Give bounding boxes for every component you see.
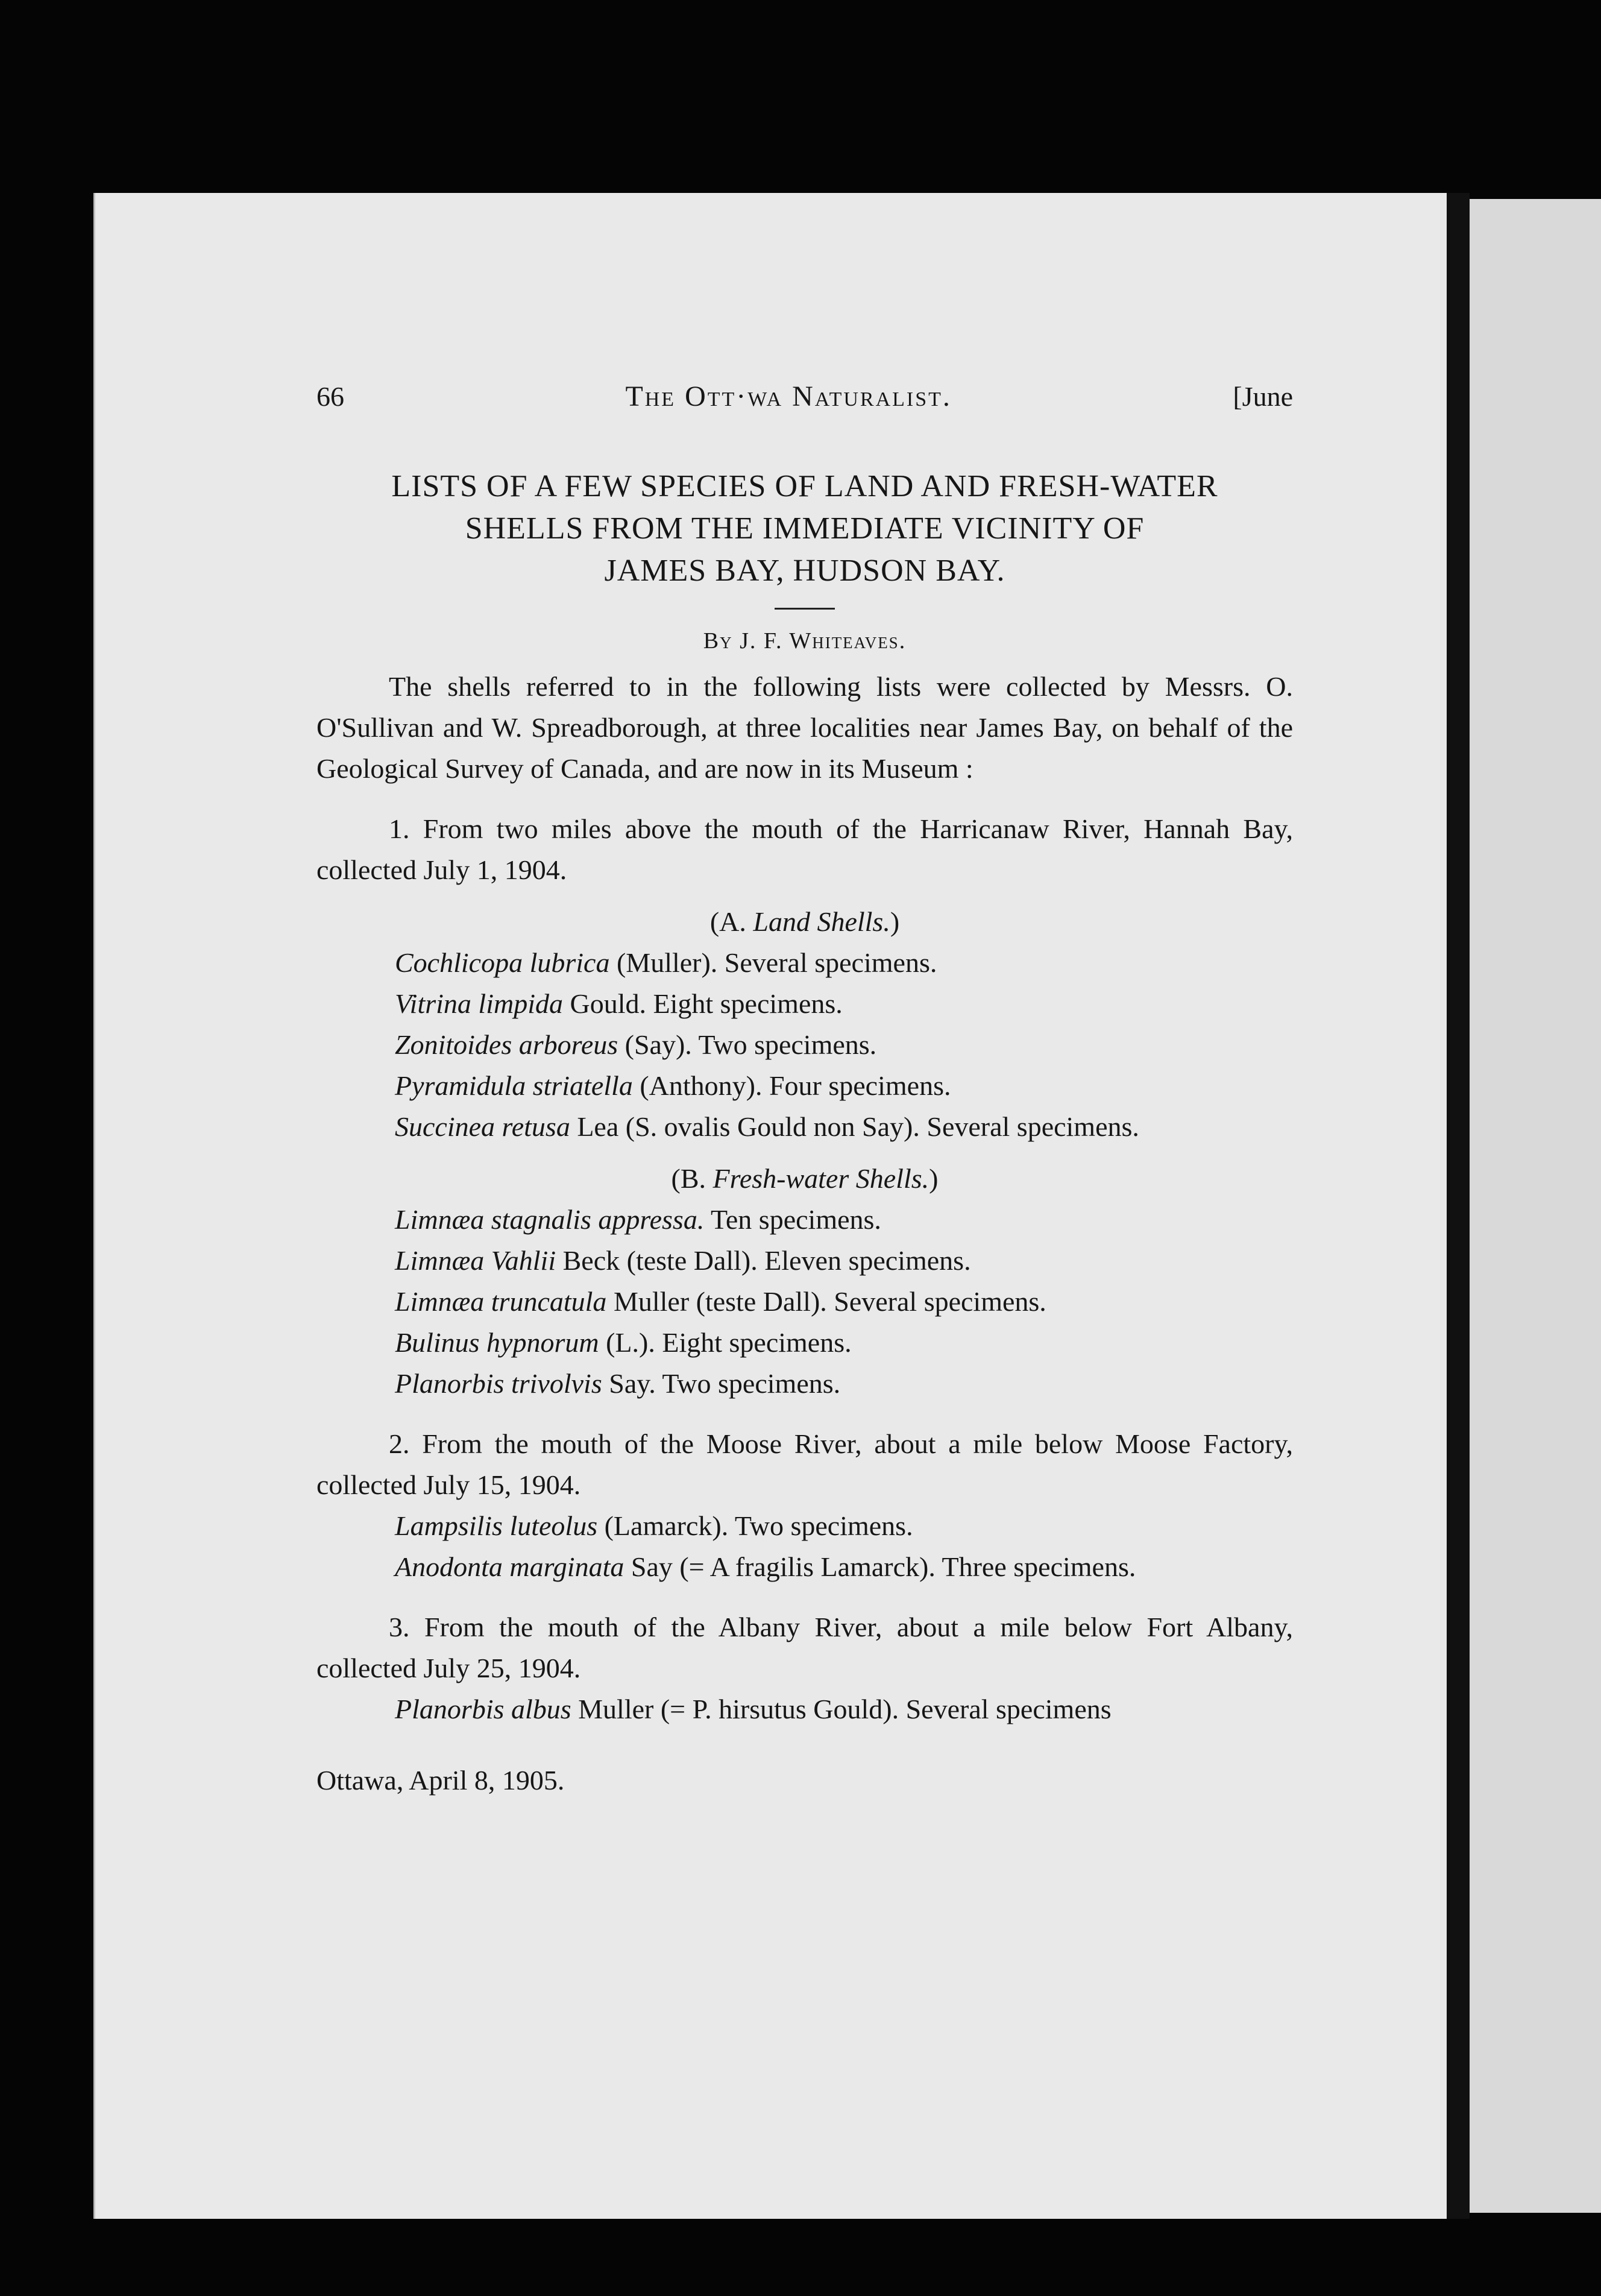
species-entry: Limnæa truncatula Muller (teste Dall). Several specimens. — [395, 1286, 1046, 1317]
article-title — [316, 465, 1293, 592]
species-entry: Cochlicopa lubrica (Muller). Several specimens. — [395, 947, 937, 978]
species-entry: Planorbis albus Muller (= P. hirsutus Gould). Several specimens — [395, 1694, 1112, 1724]
species-entry: Vitrina limpida Gould. Eight specimens. — [395, 988, 843, 1019]
species-name: Lampsilis luteolus — [395, 1510, 598, 1541]
section-heading: 3. From the mouth of the Albany River, about a mile below Fort Albany, collected July 25, 1904. — [316, 1612, 1293, 1683]
title-rule — [775, 608, 835, 610]
species-entry: Succinea retusa Lea (S. ovalis Gould non Say). Several specimens. — [395, 1111, 1139, 1142]
intro-paragraph: The shells referred to in the following lists were collected by Messrs. O. O'Sullivan and W. Spreadborough, at three localities near James Bay, on behalf of the Geological Survey of Canada, and are now in its Museum : — [316, 671, 1293, 784]
species-name: Anodonta marginata — [395, 1551, 624, 1582]
species-entry: Zonitoides arboreus (Say). Two specimens. — [395, 1029, 877, 1060]
running-head — [316, 380, 1293, 428]
species-name: Pyramidula striatella — [395, 1070, 633, 1101]
species-entry: Pyramidula striatella (Anthony). Four specimens. — [395, 1070, 951, 1101]
group-subhead: (B. Fresh-water Shells.) — [671, 1163, 939, 1194]
signoff-date: Ottawa, April 8, 1905. — [316, 1765, 565, 1796]
species-entry: Limnæa Vahlii Beck (teste Dall). Eleven specimens. — [395, 1245, 971, 1276]
species-entry: Lampsilis luteolus (Lamarck). Two specimens. — [395, 1510, 913, 1541]
title-line: JAMES BAY, HUDSON BAY. — [604, 554, 1005, 588]
species-name: Succinea retusa — [395, 1111, 570, 1142]
title-line: LISTS OF A FEW SPECIES OF LAND AND FRESH-WATER — [391, 469, 1218, 503]
species-entry: Bulinus hypnorum (L.). Eight specimens. — [395, 1327, 852, 1358]
species-entry: Limnæa stagnalis appressa. Ten specimens. — [395, 1204, 881, 1235]
title-line: SHELLS FROM THE IMMEDIATE VICINITY OF — [465, 511, 1145, 546]
issue-month: [June — [1233, 381, 1293, 412]
page-content — [316, 380, 1293, 1801]
adjacent-page-edge — [1470, 199, 1601, 2213]
book-gutter — [1447, 193, 1470, 2219]
species-entry: Anodonta marginata Say (= A fragilis Lamarck). Three specimens. — [395, 1551, 1136, 1582]
group-subhead: (A. Land Shells.) — [709, 906, 900, 937]
section-heading: 2. From the mouth of the Moose River, about a mile below Moose Factory, collected July 15, 1904. — [316, 1428, 1293, 1500]
species-name: Limnæa stagnalis appressa. — [395, 1204, 705, 1235]
species-name: Planorbis albus — [395, 1694, 571, 1724]
species-name: Vitrina limpida — [395, 988, 563, 1019]
section-heading: 1. From two miles above the mouth of the Harricanaw River, Hannah Bay, collected July 1, 1904. — [316, 813, 1293, 885]
species-name: Zonitoides arboreus — [395, 1029, 618, 1060]
species-name: Limnæa truncatula — [395, 1286, 607, 1317]
species-name: Cochlicopa lubrica — [395, 947, 610, 978]
species-name: Limnæa Vahlii — [395, 1245, 556, 1276]
species-name: Planorbis trivolvis — [395, 1368, 602, 1399]
species-entry: Planorbis trivolvis Say. Two specimens. — [395, 1368, 841, 1399]
byline: By J. F. Whiteaves. — [703, 628, 907, 654]
species-name: Bulinus hypnorum — [395, 1327, 599, 1358]
journal-title: The Ott·wa Naturalist. — [625, 380, 952, 412]
page-number: 66 — [316, 381, 344, 412]
